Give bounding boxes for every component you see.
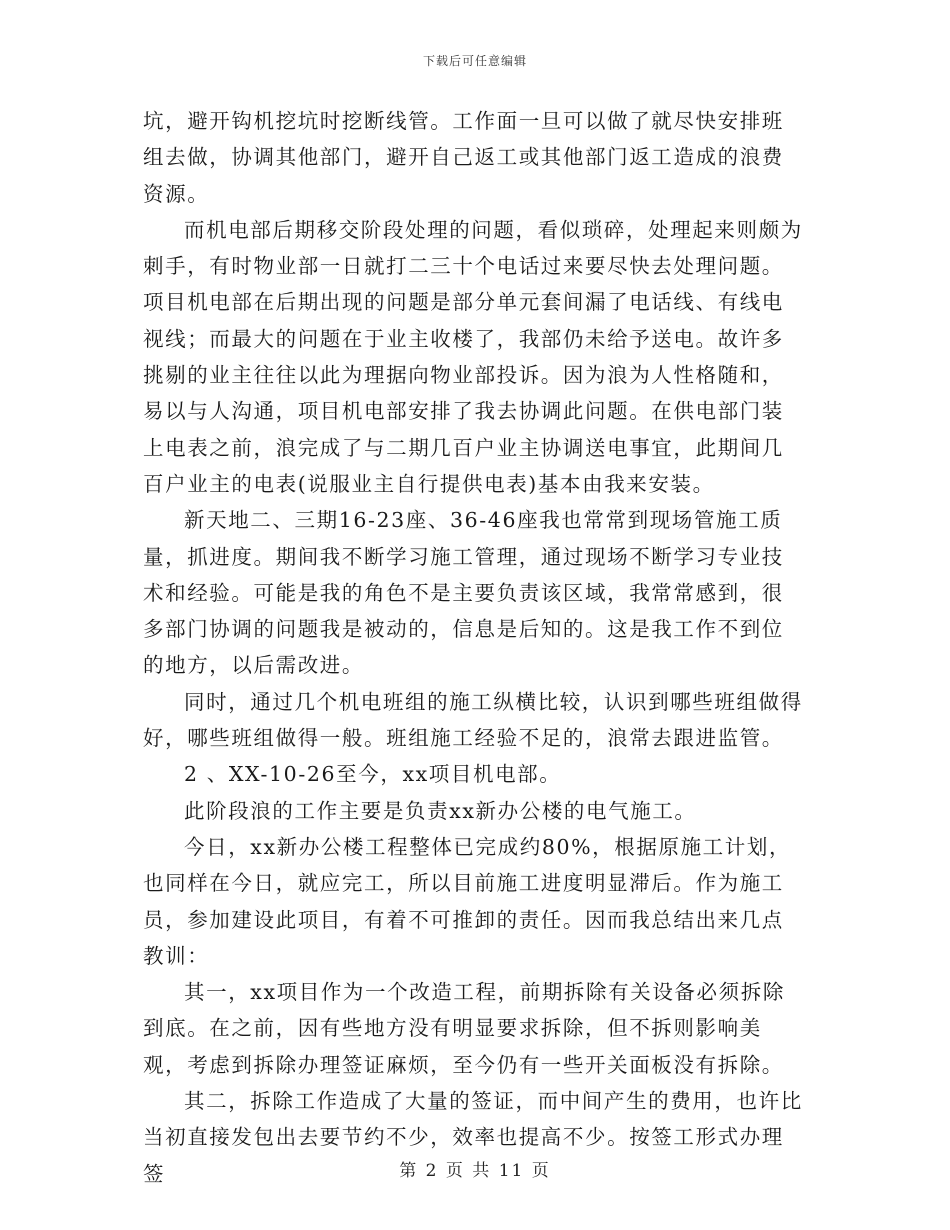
paragraph-4: 同时，通过几个机电班组的施工纵横比较，认识到哪些班组做得好，哪些班组做得一般。班组施工经验不足的，浪常去跟进监管。 [143,689,803,751]
paragraph-7: 今日，xx新办公楼工程整体已完成约80%，根据原施工计划，也同样在今日，就应完工，所以目前施工进度明显滞后。作为施工员，参加建设此项目，有着不可推卸的责任。因而我总结出来几点教训： [143,834,792,968]
page-number: 2 [425,1161,439,1181]
footer-prefix: 第 [399,1161,419,1181]
footer-suffix: 页 [531,1161,551,1181]
paragraph-8: 其一，xx项目作为一个改造工程，前期拆除有关设备必须拆除到底。在之前，因有些地方没有明显要求拆除，但不拆则影响美观，考虑到拆除办理签证麻烦，至今仍有一些开关面板没有拆除。 [143,980,785,1077]
paragraph-3: 新天地二、三期16-23座、36-46座我也常常到现场管施工质量，抓进度。期间我不断学习施工管理，通过现场不断学习专业技术和经验。可能是我的角色不是主要负责该区域，我常常感到，很多部门协调的问题我是被动的，信息是后知的。这是我工作不到位的地方，以后需改进。 [143,508,784,678]
total-pages: 11 [498,1161,525,1181]
paragraph-2: 而机电部后期移交阶段处理的问题，看似琐碎，处理起来则颇为刺手，有时物业部一日就打二三十个电话过来要尽快去处理问题。项目机电部在后期出现的问题是部分单元套间漏了电话线、有线电视线；而最大的问题在于业主收楼了，我部仍未给予送电。故许多挑剔的业主往往以此为理据向物业部投诉。因为浪为人性格随和，易以与人沟通，项目机电部安排了我去协调此问题。在供电部门装上电表之前，浪完成了与二期几百户业主协调送电事宜，此期间几百户业主的电表(说服业主自行提供电表)基本由我来安装。 [143,217,803,496]
page-header: 下载后可任意编辑 [422,54,527,68]
document-body [143,103,803,1192]
page-footer [0,1156,950,1181]
footer-middle: 页 共 [445,1161,492,1181]
paragraph-1: 坑，避开钩机挖坑时挖断线管。工作面一旦可以做了就尽快安排班组去做，协调其他部门，避开自己返工或其他部门返工造成的浪费资源。 [143,109,784,206]
paragraph-5: 2 、XX-10-26至今，xx项目机电部。 [184,762,562,787]
paragraph-9: 其二，拆除工作造成了大量的签证，而中间产生的费用，也许比当初直接发包出去要节约不少，效率也提高不少。按签工形式办理签 [143,1089,803,1186]
paragraph-6: 此阶段浪的工作主要是负责xx新办公楼的电气施工。 [184,798,697,823]
